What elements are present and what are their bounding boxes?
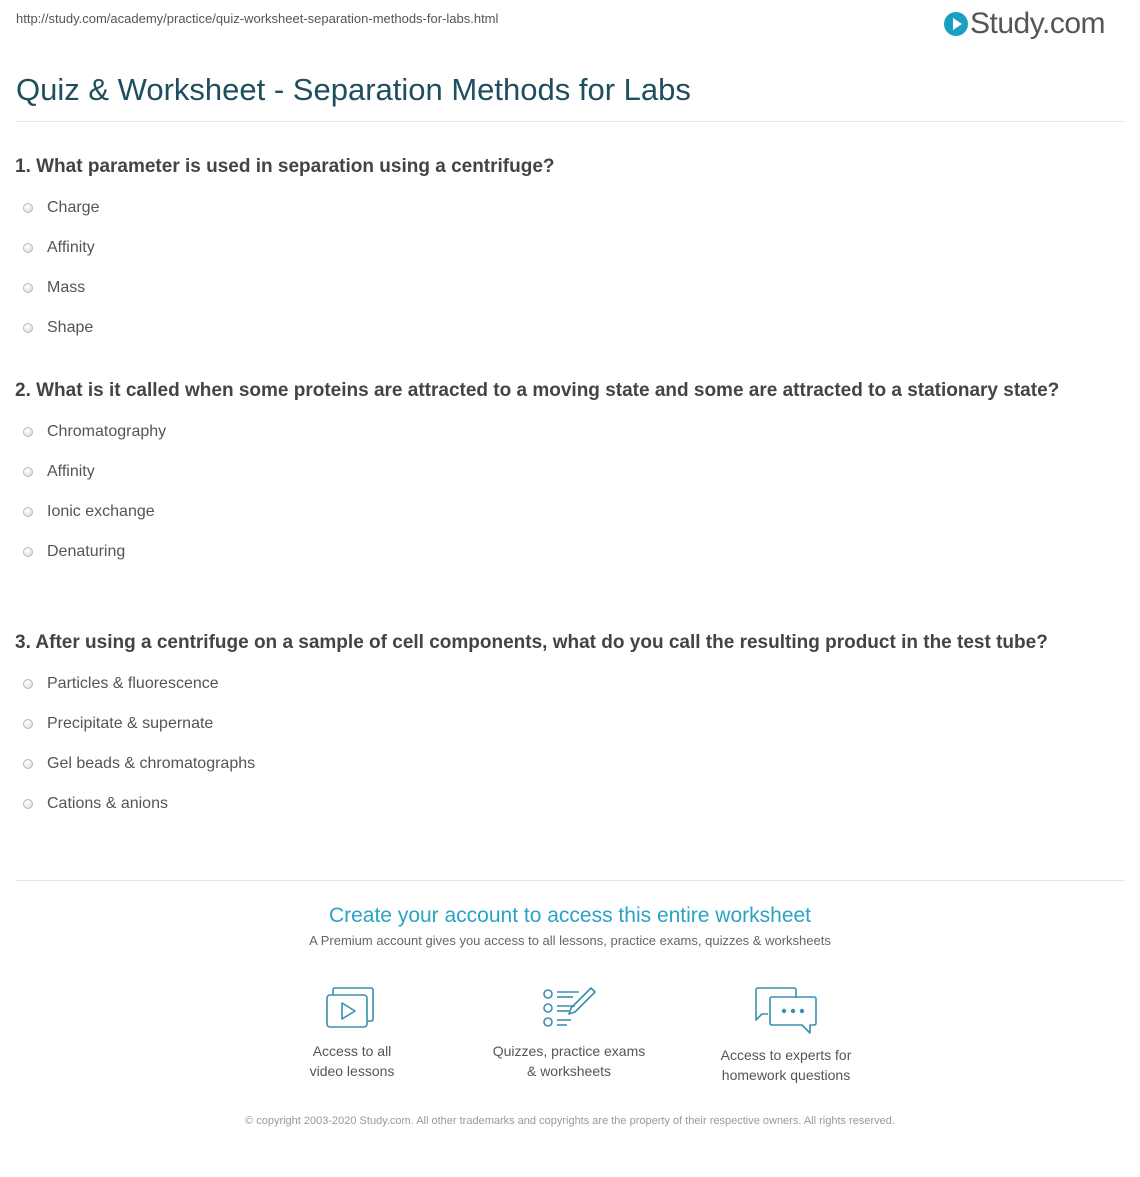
answer-label: Cations & anions bbox=[47, 795, 168, 812]
chat-bubbles-icon bbox=[754, 985, 818, 1035]
radio-button[interactable] bbox=[23, 719, 33, 729]
page-title: Quiz & Worksheet - Separation Methods for Labs bbox=[16, 72, 691, 107]
feature-label: Access to all video lessons bbox=[309, 1043, 395, 1079]
copyright-notice: © copyright 2003-2020 Study.com. All other trademarks and copyrights are the property of their respective owners. All rights reserved. bbox=[245, 1115, 895, 1127]
radio-button[interactable] bbox=[23, 283, 33, 293]
section-divider bbox=[15, 880, 1125, 881]
answer-label: Shape bbox=[47, 319, 94, 336]
premium-features bbox=[0, 985, 1140, 1085]
video-lessons-icon bbox=[325, 985, 379, 1031]
answer-option[interactable] bbox=[15, 704, 1120, 744]
feature-experts bbox=[686, 985, 886, 1085]
answer-options bbox=[15, 188, 1120, 348]
answer-option[interactable] bbox=[15, 188, 1120, 228]
answer-option[interactable] bbox=[15, 268, 1120, 308]
answer-label: Denaturing bbox=[47, 543, 126, 560]
answer-option[interactable] bbox=[15, 664, 1120, 704]
top-bar bbox=[0, 0, 1140, 44]
study-play-icon bbox=[944, 12, 968, 36]
answer-option[interactable] bbox=[15, 784, 1120, 824]
radio-button[interactable] bbox=[23, 323, 33, 333]
cta-subtitle: A Premium account gives you access to all lessons, practice exams, quizzes & worksheets bbox=[309, 933, 831, 948]
question-2 bbox=[15, 377, 1120, 572]
answer-label: Chromatography bbox=[47, 423, 167, 440]
signup-cta bbox=[0, 900, 1140, 950]
radio-button[interactable] bbox=[23, 679, 33, 689]
feature-label: Quizzes, practice exams & worksheets bbox=[492, 1043, 646, 1079]
study-logo[interactable] bbox=[944, 8, 1105, 40]
cta-title[interactable]: Create your account to access this entire worksheet bbox=[328, 904, 812, 927]
answer-label: Affinity bbox=[47, 463, 95, 480]
radio-button[interactable] bbox=[23, 243, 33, 253]
radio-button[interactable] bbox=[23, 203, 33, 213]
answer-label: Precipitate & supernate bbox=[47, 715, 214, 732]
answer-option[interactable] bbox=[15, 744, 1120, 784]
question-text: 2. What is it called when some proteins are attracted to a moving state and some are attracted to a stationary state? bbox=[15, 380, 1060, 401]
feature-video-lessons bbox=[252, 985, 452, 1081]
radio-button[interactable] bbox=[23, 547, 33, 557]
title-divider bbox=[15, 121, 1125, 122]
question-3 bbox=[15, 629, 1120, 824]
answer-label: Ionic exchange bbox=[47, 503, 155, 520]
answer-option[interactable] bbox=[15, 452, 1120, 492]
answer-option[interactable] bbox=[15, 492, 1120, 532]
answer-option[interactable] bbox=[15, 412, 1120, 452]
answer-option[interactable] bbox=[15, 308, 1120, 348]
answer-label: Affinity bbox=[47, 239, 95, 256]
answer-options bbox=[15, 412, 1120, 572]
feature-label: Access to experts for homework questions bbox=[720, 1047, 852, 1083]
answer-label: Charge bbox=[47, 199, 100, 216]
radio-button[interactable] bbox=[23, 507, 33, 517]
answer-label: Particles & fluorescence bbox=[47, 675, 219, 692]
feature-quizzes bbox=[469, 985, 669, 1081]
answer-options bbox=[15, 664, 1120, 824]
quiz-checklist-icon bbox=[541, 985, 597, 1031]
radio-button[interactable] bbox=[23, 799, 33, 809]
page-url: http://study.com/academy/practice/quiz-worksheet-separation-methods-for-labs.html bbox=[16, 11, 499, 26]
radio-button[interactable] bbox=[23, 467, 33, 477]
radio-button[interactable] bbox=[23, 427, 33, 437]
answer-option[interactable] bbox=[15, 532, 1120, 572]
answer-label: Gel beads & chromatographs bbox=[47, 755, 256, 772]
radio-button[interactable] bbox=[23, 759, 33, 769]
answer-label: Mass bbox=[47, 279, 86, 296]
answer-option[interactable] bbox=[15, 228, 1120, 268]
question-1 bbox=[15, 153, 1120, 348]
question-text: 3. After using a centrifuge on a sample of cell components, what do you call the resulting product in the test tube? bbox=[15, 632, 1048, 653]
logo-text: Study.com bbox=[970, 7, 1105, 40]
question-text: 1. What parameter is used in separation using a centrifuge? bbox=[15, 156, 555, 177]
